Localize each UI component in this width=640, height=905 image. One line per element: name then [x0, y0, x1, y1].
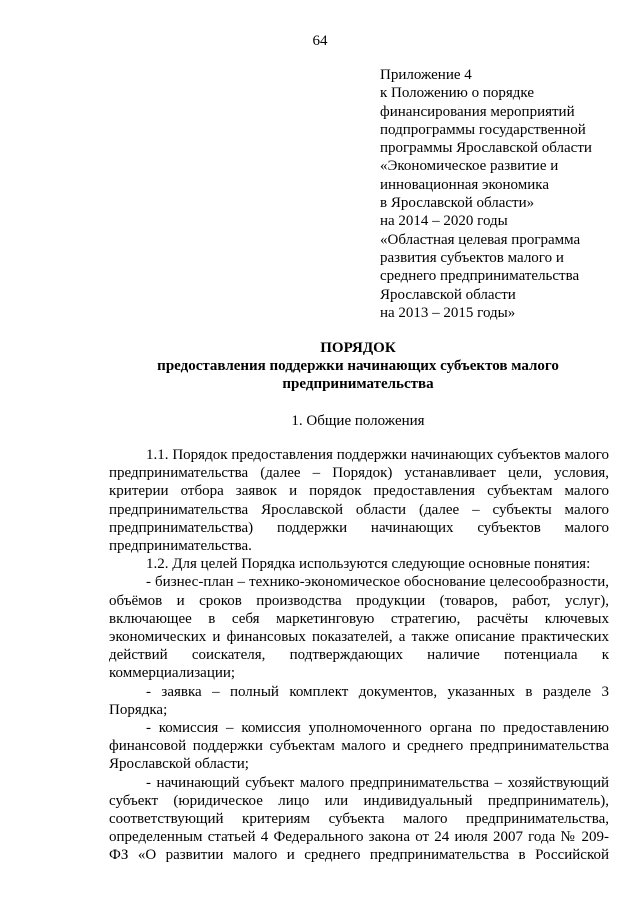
paragraph-1-2: 1.2. Для целей Порядка используются следующие основные понятия: — [146, 556, 591, 573]
appendix-line: «Экономическое развитие и — [380, 158, 559, 175]
appendix-line: подпрограммы государственной — [380, 121, 586, 138]
appendix-line: на 2013 – 2015 годы» — [380, 304, 516, 321]
title-line-3: предпринимательства — [282, 376, 434, 392]
appendix-line: развития субъектов малого и — [380, 249, 564, 266]
appendix-line: на 2014 – 2020 годы — [380, 213, 508, 230]
section-heading: 1. Общие положения — [291, 413, 425, 429]
appendix-line: финансирования мероприятий — [380, 103, 575, 120]
definition-application: - заявка – полный комплект документов, указанных в разделе 3 Порядка; — [109, 683, 609, 718]
document-title — [100, 339, 616, 393]
appendix-line: к Положению о порядке — [380, 85, 534, 102]
appendix-line: инновационная экономика — [380, 176, 549, 193]
appendix-line: «Областная целевая программа — [380, 231, 581, 248]
appendix-block — [380, 66, 630, 322]
title-line-2: предоставления поддержки начинающих субъектов малого — [157, 358, 559, 374]
page-number: 64 — [312, 33, 328, 49]
body-text — [109, 446, 609, 865]
definition-business-plan: - бизнес-план – технико-экономическое обоснование целесообразности, объёмов и сроков производства продукции (товаров, работ, услуг), включающее в себя маркетинговую стратегию, расчёты ключевых экономических и финансовых показателей, а также описание практических действий соискателя, подтверждающих наличие потенциала к коммерциализации; — [109, 574, 609, 682]
appendix-line: программы Ярославской области — [380, 140, 592, 157]
appendix-line: Приложение 4 — [380, 67, 472, 83]
paragraph-1-1: 1.1. Порядок предоставления поддержки начинающих субъектов малого предпринимательства (далее – Порядок) устанавливает цели, условия, критерии отбора заявок и порядок предоставления субъектам малого предпринимательства Ярославской области (далее – субъекты малого предпринимательства) поддержки начинающих субъектов малого предпринимательства. — [109, 447, 609, 555]
appendix-line: Ярославской области — [380, 286, 516, 303]
appendix-line: среднего предпринимательства — [380, 268, 580, 285]
title-line-1: ПОРЯДОК — [320, 340, 396, 356]
appendix-line: в Ярославской области» — [380, 195, 535, 212]
definition-starting-entity: - начинающий субъект малого предпринимательства – хозяйствующий субъект (юридическое лицо или индивидуальный предприниматель), соответствующий критериям субъекта малого предпринимательства, определенным статьей 4 Федерального закона от 24 июля 2007 года № 209-ФЗ «О развитии малого и среднего предпринимательства в Российской — [109, 774, 609, 864]
definition-commission: - комиссия – комиссия уполномоченного органа по предоставлению финансовой поддержки субъектам малого и среднего предпринимательства Ярославской области; — [109, 720, 609, 773]
